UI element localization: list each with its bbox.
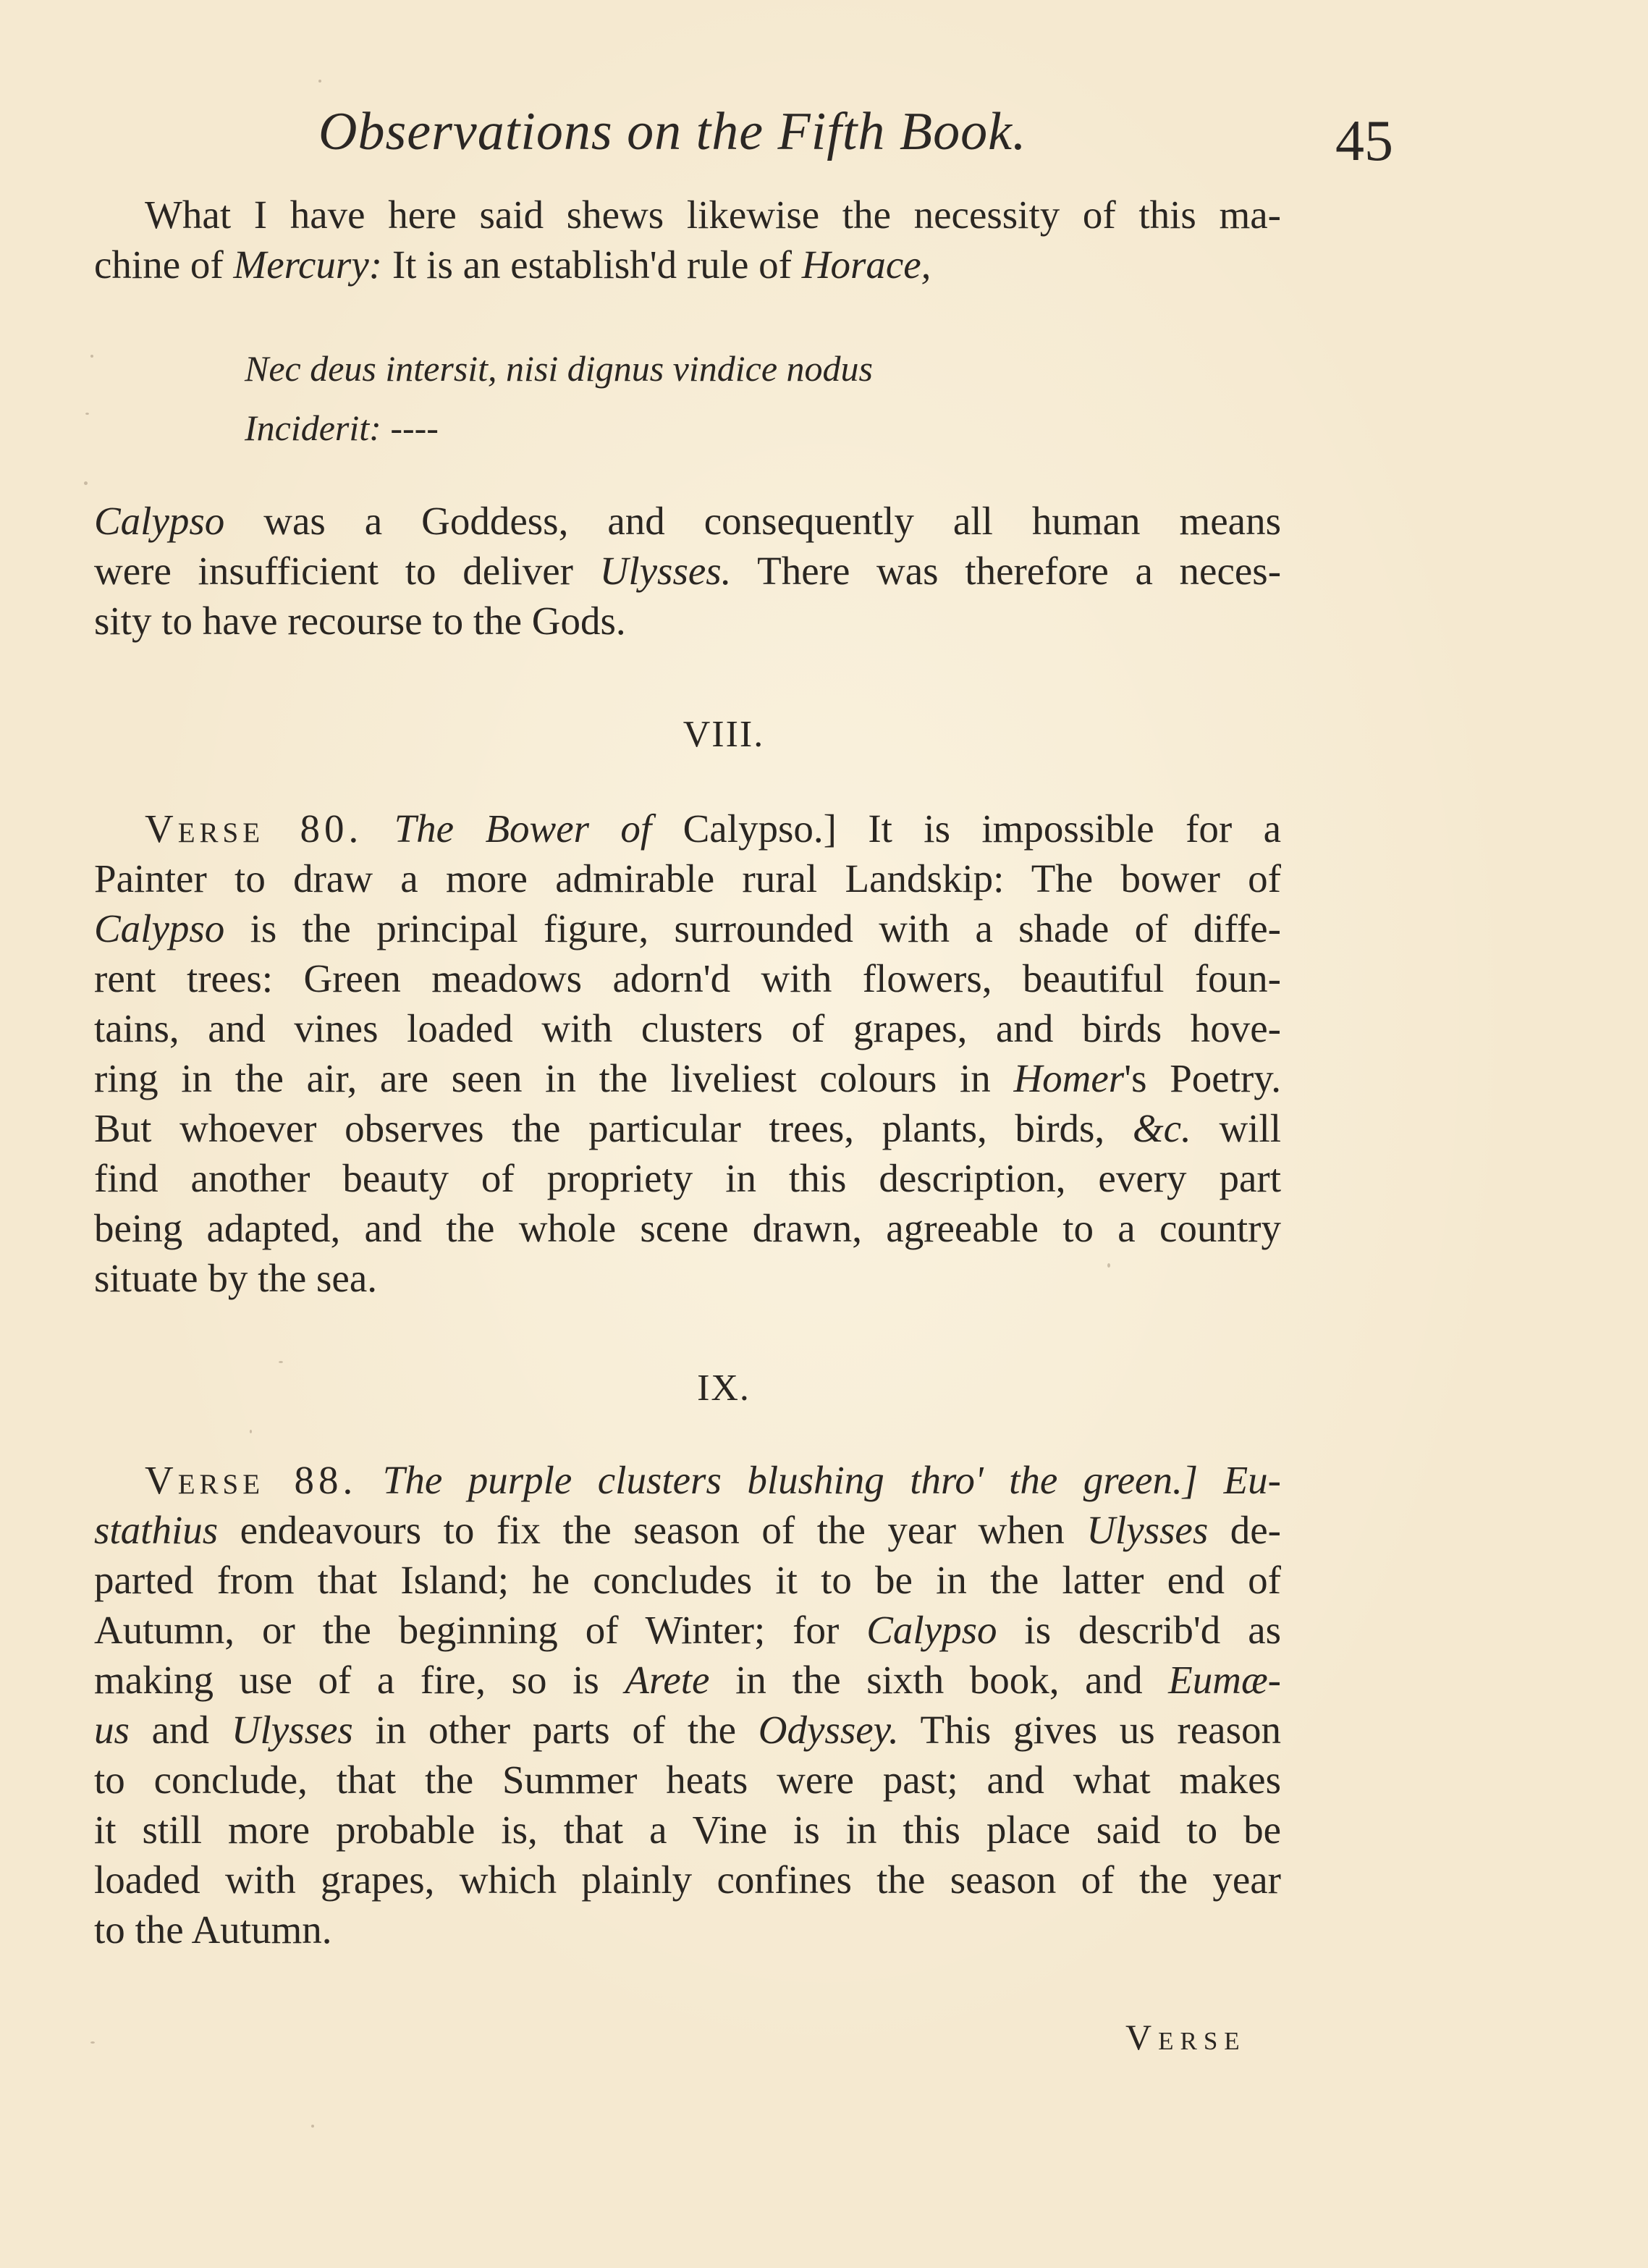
paper-speck <box>90 2041 95 2044</box>
quotation-line-2: Inciderit: ---- <box>245 408 439 448</box>
text-span: it still more probable is, that a Vine is in this place said to be <box>94 1808 1281 1852</box>
text-line <box>94 1755 1281 1805</box>
text-line <box>94 903 1281 953</box>
italic-name: Ulysses <box>1086 1508 1209 1552</box>
text-span: parted from that Island; he concludes it to be in the latter end of <box>94 1558 1281 1602</box>
text-span: de- <box>1208 1508 1281 1552</box>
text-span: in other parts of the <box>352 1708 758 1752</box>
text-line <box>94 853 1281 903</box>
text-line <box>94 1705 1281 1755</box>
paper-speck <box>250 1430 252 1433</box>
text-line <box>94 1605 1281 1655</box>
italic-name: Calypso <box>94 906 225 950</box>
paper-speck <box>279 1361 283 1363</box>
text-span: making use of a fire, so is <box>94 1658 625 1702</box>
italic-name: Horace, <box>801 243 931 287</box>
italic-name: Mercury: <box>233 243 383 287</box>
section-9-note <box>94 1455 1281 1955</box>
text-line <box>94 1655 1281 1705</box>
italic-name: Arete <box>625 1658 710 1702</box>
text-span: to conclude, that the Summer heats were past; and what makes <box>94 1758 1281 1802</box>
text-span: were insufficient to deliver <box>94 549 600 593</box>
text-line <box>94 1103 1281 1153</box>
text-span: is the principal figure, surrounded with a shade of diffe- <box>224 906 1281 950</box>
paper-speck <box>311 2125 314 2128</box>
italic-name: Eu- <box>1198 1458 1281 1502</box>
text-span: There was therefore a neces- <box>731 549 1282 593</box>
text-line <box>94 1855 1281 1905</box>
text-line <box>94 1905 1281 1955</box>
quotation-line-1: Nec deus intersit, nisi dignus vindice nodus <box>245 348 873 389</box>
text-span: and <box>129 1708 232 1752</box>
paper-speck <box>90 355 93 358</box>
text-span: It is impossible for a <box>836 806 1281 851</box>
text-span: loaded with grapes, which plainly confines the season of the year <box>94 1858 1281 1902</box>
text-span: will <box>1191 1106 1282 1150</box>
running-head: Observations on the Fifth Book. <box>318 102 1027 161</box>
italic-name: Odyssey. <box>758 1708 899 1752</box>
text-span: being adapted, and the whole scene drawn, agreeable to a country <box>94 1206 1281 1250</box>
text-span: ring in the air, are seen in the liveliest colours in <box>94 1056 1014 1100</box>
text-span: It is an establish'd rule of <box>382 243 802 287</box>
text-line <box>94 804 1281 853</box>
page-number: 45 <box>1335 109 1393 173</box>
italic-name: Ulysses. <box>599 549 732 593</box>
text-line <box>94 496 1281 546</box>
section-heading-8: VIII. <box>683 714 765 755</box>
text-line <box>94 1203 1281 1253</box>
italic-name: Homer <box>1013 1056 1125 1100</box>
text-span: But whoever observes the particular trees, plants, birds, <box>94 1106 1133 1150</box>
text-line <box>94 1003 1281 1053</box>
lemma: Calypso.] <box>651 806 837 851</box>
italic-name: Ulysses <box>231 1708 353 1752</box>
paper-speck <box>1107 1263 1110 1268</box>
catchword: Verse <box>1125 2017 1246 2057</box>
text-line <box>94 953 1281 1003</box>
italic-name: Eumæ- <box>1168 1658 1281 1702</box>
paper-speck <box>84 481 88 485</box>
lemma: The purple clusters blushing thro' the green.] <box>382 1458 1199 1502</box>
text-span: situate by the sea. <box>94 1256 377 1300</box>
italic-name: us <box>94 1708 130 1752</box>
text-span: What I have here said shews likewise the necessity of this ma- <box>145 193 1281 237</box>
text-line <box>94 1555 1281 1605</box>
section-heading-9: IX. <box>697 1367 751 1409</box>
text-span: tains, and vines loaded with clusters of grapes, and birds hove- <box>94 1006 1281 1050</box>
paragraph-2 <box>94 496 1281 646</box>
paper-speck <box>85 413 89 415</box>
text-span: rent trees: Green meadows adorn'd with flowers, beautiful foun- <box>94 956 1281 1000</box>
text-line <box>94 596 1281 646</box>
text-line <box>94 1253 1281 1303</box>
text-line <box>94 1805 1281 1855</box>
text-span: in the sixth book, and <box>709 1658 1169 1702</box>
text-line <box>94 1153 1281 1203</box>
text-span: was a Goddess, and consequently all human means <box>224 499 1281 543</box>
text-span: is describ'd as <box>997 1608 1282 1652</box>
text-line <box>94 190 1281 240</box>
text-line <box>94 546 1281 596</box>
text-span: 's Poetry. <box>1124 1056 1281 1100</box>
text-span: find another beauty of propriety in this description, every part <box>94 1156 1281 1200</box>
verse-label: Verse 80. <box>145 806 363 851</box>
text-span: This gives us reason <box>898 1708 1281 1752</box>
paragraph-1 <box>94 190 1281 290</box>
text-line <box>94 1505 1281 1555</box>
text-span: chine of <box>94 243 234 287</box>
lemma: The Bower of <box>394 806 652 851</box>
text-line <box>94 1053 1281 1103</box>
italic-abbrev: &c. <box>1132 1106 1191 1150</box>
text-span: Autumn, or the beginning of Winter; for <box>94 1608 867 1652</box>
italic-name: Calypso <box>866 1608 997 1652</box>
italic-name: stathius <box>94 1508 219 1552</box>
text-line <box>94 240 1281 290</box>
italic-name: Calypso <box>94 499 225 543</box>
text-span: Painter to draw a more admirable rural Landskip: The bower of <box>94 856 1281 901</box>
paper-speck <box>318 80 321 83</box>
text-line <box>94 1455 1281 1505</box>
text-span: sity to have recourse to the Gods. <box>94 599 626 643</box>
text-span: endeavours to fix the season of the year when <box>218 1508 1087 1552</box>
section-8-note <box>94 804 1281 1303</box>
latin-quotation <box>245 339 873 458</box>
text-span: to the Autumn. <box>94 1907 332 1952</box>
verse-label: Verse 88. <box>145 1458 358 1502</box>
